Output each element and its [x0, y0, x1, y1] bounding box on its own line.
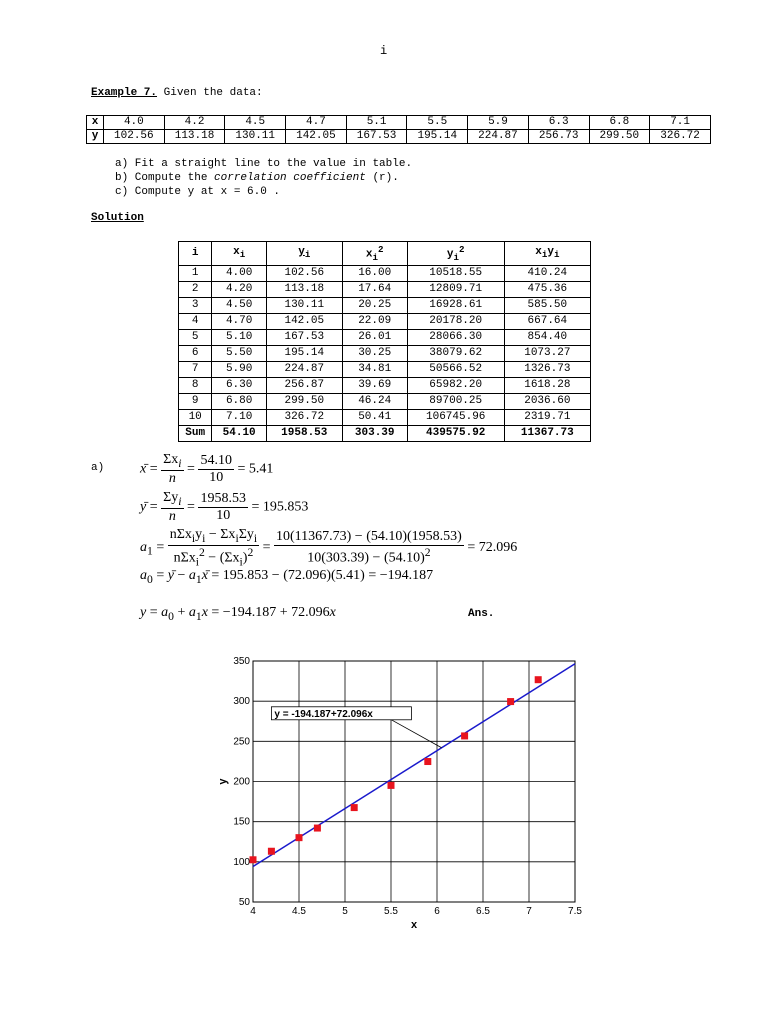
x-tick-label: 5.5 [384, 906, 398, 917]
solution-cell: 667.64 [504, 313, 590, 329]
y-value-cell: 195.14 [407, 130, 468, 144]
answer-label: Ans. [468, 608, 495, 620]
header-yi: $y_i$ [266, 242, 342, 266]
sum-cell: 1958.53 [266, 425, 342, 441]
solution-cell: 39.69 [342, 377, 407, 393]
solution-row [179, 281, 591, 297]
y-value-cell: 130.11 [225, 130, 286, 144]
task-b [115, 171, 412, 185]
x-value-cell: 7.1 [650, 116, 711, 130]
solution-cell: 4.20 [212, 281, 267, 297]
xbar-result: = 5.41 [237, 461, 274, 477]
data-point [250, 856, 257, 863]
solution-row [179, 313, 591, 329]
data-point [535, 676, 542, 683]
solution-cell: 22.09 [342, 313, 407, 329]
solution-cell: 8 [179, 377, 212, 393]
solution-row [179, 361, 591, 377]
sum-cell: 439575.92 [407, 425, 504, 441]
x-tick-label: 4 [250, 906, 256, 917]
x-row-label: x [87, 116, 104, 130]
solution-cell: 2 [179, 281, 212, 297]
solution-cell: 10 [179, 409, 212, 425]
data-point [314, 825, 321, 832]
header-xiyi: $x_iy_i$ [504, 242, 590, 266]
solution-label: Solution [91, 212, 144, 224]
solution-cell: 410.24 [504, 265, 590, 281]
solution-row [179, 329, 591, 345]
x-axis-label: x [410, 919, 418, 931]
solution-cell: 12809.71 [407, 281, 504, 297]
task-list [115, 157, 412, 199]
a1-equation: $a_1$ = $\frac{n\Sigma x_iy_i - \Sigma x_i\Sigma y_i}{n\Sigma x_i^2 - (\Sigma x_i)^2}$ = $\frac{10(11367.73) - (54.10)(1958.53)}{10(303.39) - (54.10)^2}$ = 72.096 [140, 527, 518, 569]
header-xi: $x_i$ [212, 242, 267, 266]
solution-row [179, 265, 591, 281]
example-text: Given the data: [157, 87, 263, 99]
scatter-chart [210, 652, 610, 934]
solution-cell: 6 [179, 345, 212, 361]
solution-sum-row [179, 425, 591, 441]
ybar-num-sub: i [178, 494, 182, 508]
y-value-cell: 256.73 [528, 130, 589, 144]
solution-row [179, 297, 591, 313]
data-point [424, 758, 431, 765]
solution-cell: 142.05 [266, 313, 342, 329]
sum-cell: Sum [179, 425, 212, 441]
a1-result: = 72.096 [467, 539, 518, 555]
y-tick-label: 300 [233, 696, 250, 708]
solution-cell: 475.36 [504, 281, 590, 297]
solution-cell: 26.01 [342, 329, 407, 345]
header-xi2: $x_i^2$ [342, 242, 407, 266]
solution-cell: 4.00 [212, 265, 267, 281]
task-b-prefix: b) Compute the [115, 172, 215, 184]
x-value-cell: 4.2 [164, 116, 225, 130]
solution-cell: 17.64 [342, 281, 407, 297]
xbar-den-value: 10 [209, 469, 224, 485]
solution-row [179, 345, 591, 361]
sum-cell: 11367.73 [504, 425, 590, 441]
solution-cell: 1326.73 [504, 361, 590, 377]
a0-equation: $a_0$ = ȳ − $a_1x̄ = 195.853 - (72.096)(5.41) = -194.187$ [140, 568, 434, 586]
solution-cell: 7.10 [212, 409, 267, 425]
ybar-num: Σy [163, 490, 179, 505]
solution-cell: 9 [179, 393, 212, 409]
solution-cell: 2319.71 [504, 409, 590, 425]
solution-cell: 3 [179, 297, 212, 313]
solution-cell: 7 [179, 361, 212, 377]
solution-cell: 326.72 [266, 409, 342, 425]
solution-cell: 1073.27 [504, 345, 590, 361]
a1-numerator-value: 10(11367.73) − (54.10)(1958.53) [276, 528, 462, 544]
solution-cell: 10518.55 [407, 265, 504, 281]
solution-cell: 1 [179, 265, 212, 281]
data-point [507, 698, 514, 705]
y-tick-label: 200 [233, 776, 250, 788]
x-value-cell: 4.0 [104, 116, 165, 130]
task-c: c) Compute y at x = 6.0 . [115, 186, 281, 198]
x-tick-label: 7 [526, 906, 532, 917]
solution-cell: 38079.62 [407, 345, 504, 361]
solution-cell: 224.87 [266, 361, 342, 377]
data-table-y-row [87, 130, 711, 144]
y-axis-label: y [217, 778, 229, 785]
solution-cell: 5.90 [212, 361, 267, 377]
y-tick-label: 350 [233, 656, 250, 667]
y-row-label: y [87, 130, 104, 144]
solution-cell: 585.50 [504, 297, 590, 313]
solution-cell: 299.50 [266, 393, 342, 409]
solution-cell: 65982.20 [407, 377, 504, 393]
solution-cell: 130.11 [266, 297, 342, 313]
ybar-result: = 195.853 [251, 499, 309, 515]
xbar-num-value: 54.10 [200, 452, 232, 468]
ybar-equation: ȳ = $\frac{\Sigma y_i}{n}$ = $\frac{1958.53}{10}$ = 195.853 [140, 490, 309, 524]
data-table [86, 115, 711, 144]
data-point [296, 834, 303, 841]
x-tick-label: 7.5 [568, 906, 582, 917]
y-tick-label: 150 [233, 816, 250, 828]
annotation-label: y = -194.187+72.096x [274, 708, 373, 720]
solution-cell: 16928.61 [407, 297, 504, 313]
solution-row [179, 409, 591, 425]
y-value-cell: 299.50 [589, 130, 650, 144]
data-point [351, 804, 358, 811]
solution-cell: 106745.96 [407, 409, 504, 425]
xbar-equation: x̄ = $\frac{\Sigma x_i}{n}$ = $\frac{54.10}{10}$ = 5.41 [140, 452, 274, 486]
y-tick-label: 250 [233, 736, 250, 748]
solution-cell: 5.10 [212, 329, 267, 345]
task-b-emphasis: correlation coefficient [214, 172, 366, 184]
x-value-cell: 6.8 [589, 116, 650, 130]
ybar-den-value: 10 [216, 507, 231, 523]
task-b-suffix: (r). [365, 172, 399, 184]
solution-cell: 2036.60 [504, 393, 590, 409]
solution-cell: 89700.25 [407, 393, 504, 409]
x-tick-label: 6.5 [476, 906, 490, 917]
a1-denominator-value: $10(303.39) - (54.10)^2$ [307, 545, 431, 566]
solution-cell: 854.40 [504, 329, 590, 345]
solution-cell: 20.25 [342, 297, 407, 313]
solution-cell: 34.81 [342, 361, 407, 377]
ybar-den: n [168, 508, 176, 524]
x-tick-label: 6 [434, 906, 440, 917]
example-heading [91, 87, 263, 99]
solution-cell: 30.25 [342, 345, 407, 361]
x-value-cell: 4.7 [286, 116, 347, 130]
x-value-cell: 6.3 [528, 116, 589, 130]
solution-cell: 20178.20 [407, 313, 504, 329]
sum-cell: 54.10 [212, 425, 267, 441]
a1-denominator: $n\Sigma x_i^2 - (\Sigma x_i)^2$ [173, 545, 254, 569]
solution-cell: 195.14 [266, 345, 342, 361]
solution-table [178, 241, 591, 442]
sum-cell: 303.39 [342, 425, 407, 441]
task-a: a) Fit a straight line to the value in table. [115, 158, 413, 170]
solution-cell: 4.70 [212, 313, 267, 329]
ybar-num-value: 1958.53 [200, 490, 246, 506]
solution-cell: 256.87 [266, 377, 342, 393]
y-value-cell: 326.72 [650, 130, 711, 144]
xbar-num-sub: i [178, 456, 182, 470]
solution-cell: 50.41 [342, 409, 407, 425]
y-value-cell: 224.87 [468, 130, 529, 144]
solution-cell: 28066.30 [407, 329, 504, 345]
x-tick-label: 5 [342, 906, 348, 917]
solution-cell: 1618.28 [504, 377, 590, 393]
a1-numerator: $n\Sigma x_iy_i - \Sigma x_i\Sigma y_i$ [169, 527, 258, 545]
solution-row [179, 377, 591, 393]
solution-cell: 6.80 [212, 393, 267, 409]
y-tick-label: 50 [238, 897, 250, 908]
solution-row [179, 393, 591, 409]
solution-cell: 4 [179, 313, 212, 329]
solution-cell: 102.56 [266, 265, 342, 281]
page-number: i [380, 44, 388, 58]
example-label: Example 7. [91, 87, 158, 99]
x-value-cell: 5.9 [468, 116, 529, 130]
data-table-x-row [87, 116, 711, 130]
solution-cell: 50566.52 [407, 361, 504, 377]
y-tick-label: 100 [233, 856, 250, 868]
y-value-cell: 113.18 [164, 130, 225, 144]
header-i: i [179, 242, 212, 266]
solution-cell: 46.24 [342, 393, 407, 409]
solution-cell: 167.53 [266, 329, 342, 345]
y-value-cell: 167.53 [346, 130, 407, 144]
solution-cell: 6.30 [212, 377, 267, 393]
solution-cell: 113.18 [266, 281, 342, 297]
solution-cell: 16.00 [342, 265, 407, 281]
data-point [461, 732, 468, 739]
header-yi2: $y_i^2$ [407, 242, 504, 266]
solution-cell: 5.50 [212, 345, 267, 361]
solution-table-header [179, 242, 591, 266]
xbar-den: n [168, 470, 176, 486]
y-value-cell: 142.05 [286, 130, 347, 144]
solution-cell: 5 [179, 329, 212, 345]
data-point [268, 848, 275, 855]
y-value-cell: 102.56 [104, 130, 165, 144]
x-value-cell: 5.1 [346, 116, 407, 130]
fit-equation: $y = a_0 + a_1x = -194.187 + 72.096x$ [140, 605, 336, 623]
x-value-cell: 4.5 [225, 116, 286, 130]
xbar-num: Σx [163, 452, 179, 467]
part-a-label: a) [91, 462, 105, 474]
data-point [388, 782, 395, 789]
solution-cell: 4.50 [212, 297, 267, 313]
x-tick-label: 4.5 [292, 906, 306, 917]
x-value-cell: 5.5 [407, 116, 468, 130]
